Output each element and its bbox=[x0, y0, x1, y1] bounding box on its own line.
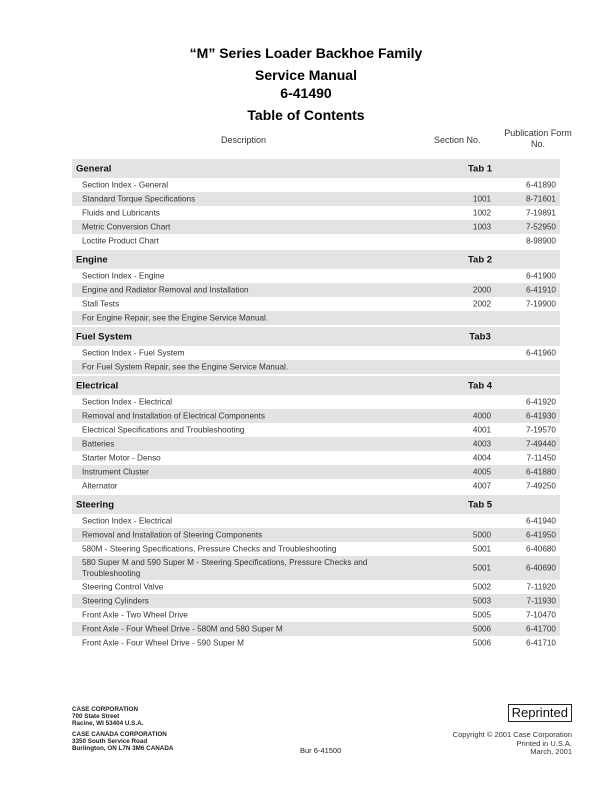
table-row bbox=[72, 409, 560, 423]
item-section-number: 5006 bbox=[472, 624, 492, 634]
item-publication-number: 7-11920 bbox=[526, 582, 556, 592]
item-description: 580 Super M and 590 Super M - Steering Specifications, Pressure Checks and Troubleshooting bbox=[82, 558, 368, 578]
item-description: For Engine Repair, see the Engine Service Manual. bbox=[82, 313, 269, 323]
table-row bbox=[72, 528, 560, 542]
canada-address-line: CASE CANADA CORPORATION bbox=[72, 731, 167, 738]
canada-address-line: 3350 South Service Road bbox=[72, 738, 148, 745]
item-description: Starter Motor - Denso bbox=[82, 453, 161, 463]
form-number: 6-41490 bbox=[280, 85, 332, 101]
item-publication-number: 6-41940 bbox=[525, 516, 556, 526]
item-publication-number: 7-11450 bbox=[526, 453, 556, 463]
item-publication-number: 7-19900 bbox=[525, 299, 556, 309]
item-description: Fluids and Lubricants bbox=[82, 208, 160, 218]
item-description: Electrical Specifications and Troubleshooting bbox=[82, 425, 245, 435]
item-description: Removal and Installation of Steering Components bbox=[82, 530, 263, 540]
item-description: 580M - Steering Specifications, Pressure Checks and Troubleshooting bbox=[82, 544, 337, 554]
table-row bbox=[72, 297, 560, 311]
item-publication-number: 6-41710 bbox=[525, 638, 556, 648]
toc-title: Table of Contents bbox=[247, 107, 365, 123]
table-row bbox=[72, 594, 560, 608]
item-publication-number: 7-52950 bbox=[525, 222, 556, 232]
us-address-line: CASE CORPORATION bbox=[72, 706, 139, 713]
item-publication-number: 8-98900 bbox=[525, 236, 556, 246]
item-publication-number: 6-41930 bbox=[525, 411, 556, 421]
table-row bbox=[72, 360, 560, 374]
item-description: Section Index - General bbox=[82, 180, 169, 190]
item-description: Steering Cylinders bbox=[82, 596, 149, 606]
item-description: Section Index - Fuel System bbox=[82, 348, 185, 358]
item-section-number: 5002 bbox=[472, 582, 492, 592]
item-section-number: 1002 bbox=[472, 208, 492, 218]
toc-table bbox=[72, 157, 560, 650]
table-row bbox=[72, 437, 560, 451]
section-name: General bbox=[76, 163, 112, 174]
column-header-publication-line1: Publication Form bbox=[504, 128, 572, 138]
item-section-number: 5006 bbox=[472, 638, 492, 648]
table-row bbox=[72, 283, 560, 297]
section-header-row bbox=[72, 250, 560, 269]
item-description: Steering Control Valve bbox=[82, 582, 164, 592]
table-row bbox=[72, 542, 560, 556]
item-description: Alternator bbox=[82, 481, 118, 491]
item-description: Loctite Product Chart bbox=[82, 236, 159, 246]
item-section-number: 4003 bbox=[472, 439, 492, 449]
item-publication-number: 6-41950 bbox=[525, 530, 556, 540]
item-section-number: 4004 bbox=[472, 453, 492, 463]
item-description: Section Index - Electrical bbox=[82, 397, 173, 407]
table-row bbox=[72, 206, 560, 220]
item-section-number: 5003 bbox=[472, 596, 492, 606]
table-row bbox=[72, 622, 560, 636]
us-address-line: Racine, WI 53404 U.S.A. bbox=[72, 720, 144, 727]
item-section-number: 4005 bbox=[472, 467, 492, 477]
item-section-number: 5001 bbox=[472, 563, 492, 573]
section-header-row bbox=[72, 159, 560, 178]
column-header-section: Section No. bbox=[434, 135, 481, 145]
item-description: Batteries bbox=[82, 439, 115, 449]
item-section-number: 4000 bbox=[472, 411, 492, 421]
item-description: For Fuel System Repair, see the Engine Service Manual. bbox=[82, 362, 289, 372]
item-publication-number: 6-40680 bbox=[525, 544, 556, 554]
item-description: Metric Conversion Chart bbox=[82, 222, 171, 232]
item-description: Section Index - Electrical bbox=[82, 516, 173, 526]
item-publication-number: 8-71601 bbox=[525, 194, 556, 204]
item-description: Stall Tests bbox=[82, 299, 120, 309]
item-description: Section Index - Engine bbox=[82, 271, 165, 281]
item-section-number: 4007 bbox=[472, 481, 492, 491]
table-row bbox=[72, 514, 560, 528]
document-subtitle: Service Manual bbox=[255, 67, 357, 83]
section-header-row bbox=[72, 495, 560, 514]
item-publication-number: 7-19570 bbox=[525, 425, 556, 435]
item-publication-number: 6-41890 bbox=[525, 180, 556, 190]
table-row bbox=[72, 178, 560, 192]
item-description: Standard Torque Specifications bbox=[82, 194, 196, 204]
column-header-description: Description bbox=[221, 135, 267, 145]
section-name: Fuel System bbox=[76, 331, 132, 342]
table-row bbox=[72, 220, 560, 234]
item-description: Front Axle - Four Wheel Drive - 580M and 580 Super M bbox=[82, 624, 283, 634]
canada-address-line: Burlington, ON L7N 3M6 CANADA bbox=[72, 745, 174, 752]
item-description: Front Axle - Two Wheel Drive bbox=[82, 610, 188, 620]
item-description: Front Axle - Four Wheel Drive - 590 Super M bbox=[82, 638, 244, 648]
canada-address bbox=[72, 731, 173, 752]
bur-number: Bur 6-41500 bbox=[300, 746, 342, 755]
section-tab: Tab 2 bbox=[467, 254, 493, 265]
document-title: “M” Series Loader Backhoe Family bbox=[189, 45, 423, 61]
section-tab: Tab3 bbox=[469, 331, 491, 342]
section-header-row bbox=[72, 376, 560, 395]
item-publication-number: 7-49250 bbox=[525, 481, 556, 491]
section-name: Engine bbox=[76, 254, 108, 265]
printed-in: Printed in U.S.A. bbox=[516, 738, 572, 748]
copyright: Copyright © 2001 Case Corporation bbox=[452, 730, 572, 739]
us-address bbox=[72, 706, 143, 727]
item-section-number: 2000 bbox=[472, 285, 492, 295]
item-publication-number: 7-11930 bbox=[526, 596, 556, 606]
item-section-number: 5001 bbox=[472, 544, 492, 554]
section-header-row bbox=[72, 327, 560, 346]
item-section-number: 5000 bbox=[472, 530, 492, 540]
item-publication-number: 6-41880 bbox=[525, 467, 556, 477]
table-row bbox=[72, 556, 560, 580]
us-address-line: 700 State Street bbox=[72, 713, 120, 720]
section-tab: Tab 1 bbox=[467, 163, 493, 174]
item-publication-number: 6-41920 bbox=[525, 397, 556, 407]
item-section-number: 5005 bbox=[472, 610, 492, 620]
table-row bbox=[72, 580, 560, 594]
print-date: March, 2001 bbox=[530, 747, 572, 756]
column-header-publication bbox=[500, 128, 576, 150]
item-publication-number: 6-40690 bbox=[525, 563, 556, 573]
table-row bbox=[72, 479, 560, 493]
table-row bbox=[72, 423, 560, 437]
table-row bbox=[72, 451, 560, 465]
table-row bbox=[72, 192, 560, 206]
section-name: Electrical bbox=[76, 380, 119, 391]
table-row bbox=[72, 636, 560, 650]
item-description: Instrument Cluster bbox=[82, 467, 149, 477]
section-name: Steering bbox=[76, 499, 115, 510]
item-section-number: 2002 bbox=[472, 299, 492, 309]
item-section-number: 4001 bbox=[472, 425, 492, 435]
table-row bbox=[72, 608, 560, 622]
table-row bbox=[72, 346, 560, 360]
item-publication-number: 6-41700 bbox=[525, 624, 556, 634]
table-row bbox=[72, 465, 560, 479]
item-publication-number: 6-41900 bbox=[525, 271, 556, 281]
table-row bbox=[72, 395, 560, 409]
table-row bbox=[72, 234, 560, 248]
table-row bbox=[72, 311, 560, 325]
item-publication-number: 7-10470 bbox=[525, 610, 556, 620]
item-description: Engine and Radiator Removal and Installation bbox=[82, 285, 249, 295]
item-publication-number: 6-41910 bbox=[525, 285, 556, 295]
column-header-publication-line2: No. bbox=[530, 139, 545, 149]
item-publication-number: 6-41960 bbox=[525, 348, 556, 358]
item-section-number: 1003 bbox=[472, 222, 492, 232]
item-description: Removal and Installation of Electrical Components bbox=[82, 411, 265, 421]
item-publication-number: 7-19891 bbox=[525, 208, 556, 218]
copyright-block bbox=[453, 731, 572, 757]
table-row bbox=[72, 269, 560, 283]
reprinted-stamp: Reprinted bbox=[508, 704, 572, 722]
item-section-number: 1001 bbox=[472, 194, 492, 204]
section-tab: Tab 4 bbox=[467, 380, 493, 391]
item-publication-number: 7-49440 bbox=[525, 439, 556, 449]
section-tab: Tab 5 bbox=[467, 499, 493, 510]
